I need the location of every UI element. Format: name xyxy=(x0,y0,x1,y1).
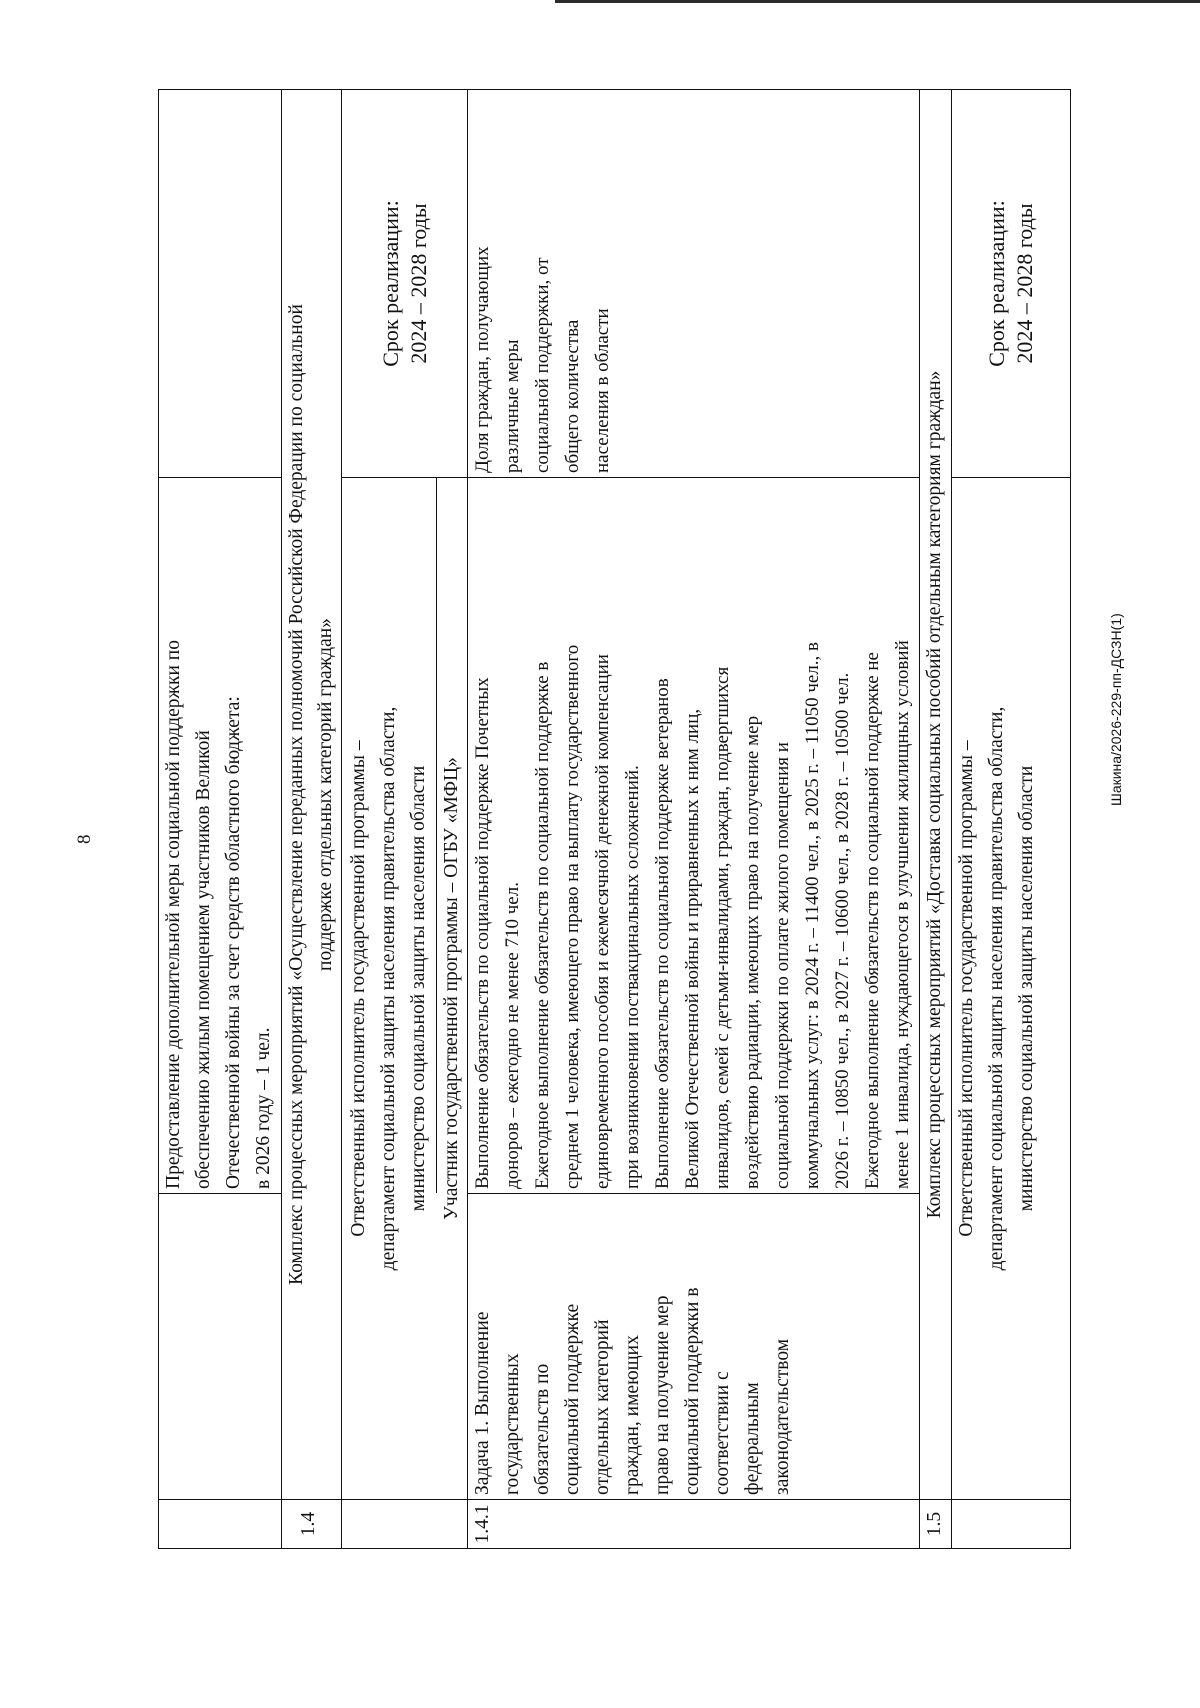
result-line: Предоставление дополнительной меры социальной поддержки по xyxy=(163,640,184,1189)
participant-text: Участник государственной программы – ОГБУ «МФЦ» xyxy=(441,757,462,1220)
table-row-task-1-4-1 xyxy=(468,90,920,1548)
row-number-cell: 1.4.1 xyxy=(472,1504,493,1544)
program-table xyxy=(158,89,1071,1549)
page-number: 8 xyxy=(74,834,95,844)
executor-cell xyxy=(342,478,467,1500)
result-cell xyxy=(159,478,281,1194)
complex-title-cell: Комплекс процессных мероприятий «Доставка социальных пособий отдельным категориям граждан» xyxy=(920,90,951,1500)
task-cell-empty xyxy=(159,1194,281,1500)
executor-text: Ответственный исполнитель государственной программы – департамент социальной защиты населения правительства области, министерство социальной защиты населения области xyxy=(348,706,429,1271)
table-row-complex-1-4 xyxy=(282,90,342,1548)
row-number-cell: 1.4 xyxy=(298,1511,319,1537)
period-cell: Срок реализации: 2024 – 2028 годы xyxy=(342,90,467,478)
complex-title-line: Комплекс процессных мероприятий «Осуществление переданных полномочий Российской Федерации по социальной xyxy=(286,304,307,1285)
task-cell: Задача 1. Выполнение государственных обязательств по социальной поддержке отдельных категорий граждан, имеющих право на получение мер социальной поддержки в соответствии с федеральным законодательством xyxy=(468,1194,919,1500)
document-code: Шакина/2026-229-пп-ДСЗН(1) xyxy=(1108,613,1124,806)
scan-edge xyxy=(555,0,1200,3)
table-row xyxy=(159,90,282,1548)
complex-title-cell xyxy=(282,90,341,1500)
result-cell: Выполнение обязательств по социальной поддержке Почетных доноров – ежегодно не менее 710 чел. Ежегодное выполнение обязательств по социальной поддержке в среднем 1 человека, имеющего право на выплату государственного единовременного пособия и ежемесячной денежной компенсации при возникновении поствакцинальных осложнений. Выполнение обязательств по социальной поддержке ветеранов Великой Отечественной войны и приравненных к ним лиц, инвалидов, семей с детьми-инвалидами, граждан, подвергшихся воздействию радиации, имеющих право на получение мер социальной поддержки по оплате жилого помещения и коммунальных услуг: в 2024 г. – 11400 чел., в 2025 г. – 11050 чел., в 2026 г. – 10850 чел., в 2027 г. – 10600 чел., в 2028 г. – 10500 чел. Ежегодное выполнение обязательств по социальной поддержке не менее 1 инвалида, нуждающегося в улучшении жилищных условий xyxy=(468,478,919,1194)
table-row-executor xyxy=(952,90,1070,1548)
row-number-cell xyxy=(342,1500,467,1548)
table-row-executor xyxy=(342,90,468,1548)
period-cell: Срок реализации: 2024 – 2028 годы xyxy=(952,90,1070,478)
result-line: обеспечению жилым помещением участников Великой xyxy=(193,730,214,1189)
result-line: Отечественной войны за счет средств областного бюджета: xyxy=(223,696,244,1189)
row-number-cell xyxy=(952,1500,1070,1548)
indicator-cell-empty xyxy=(159,90,281,478)
row-number-cell: 1.5 xyxy=(924,1511,945,1537)
executor-cell: Ответственный исполнитель государственной программы – департамент социальной защиты населения правительства области, министерство социальной защиты населения области xyxy=(952,478,1070,1500)
row-number-cell xyxy=(159,1500,281,1548)
result-line: в 2026 году – 1 чел. xyxy=(253,1027,274,1189)
complex-title-line: поддержке отдельных категорий граждан» xyxy=(315,618,336,971)
table-row-complex-1-5 xyxy=(920,90,952,1548)
indicator-cell: Доля граждан, получающих различные меры социальной поддержки, от общего количества населения в области xyxy=(468,90,919,478)
